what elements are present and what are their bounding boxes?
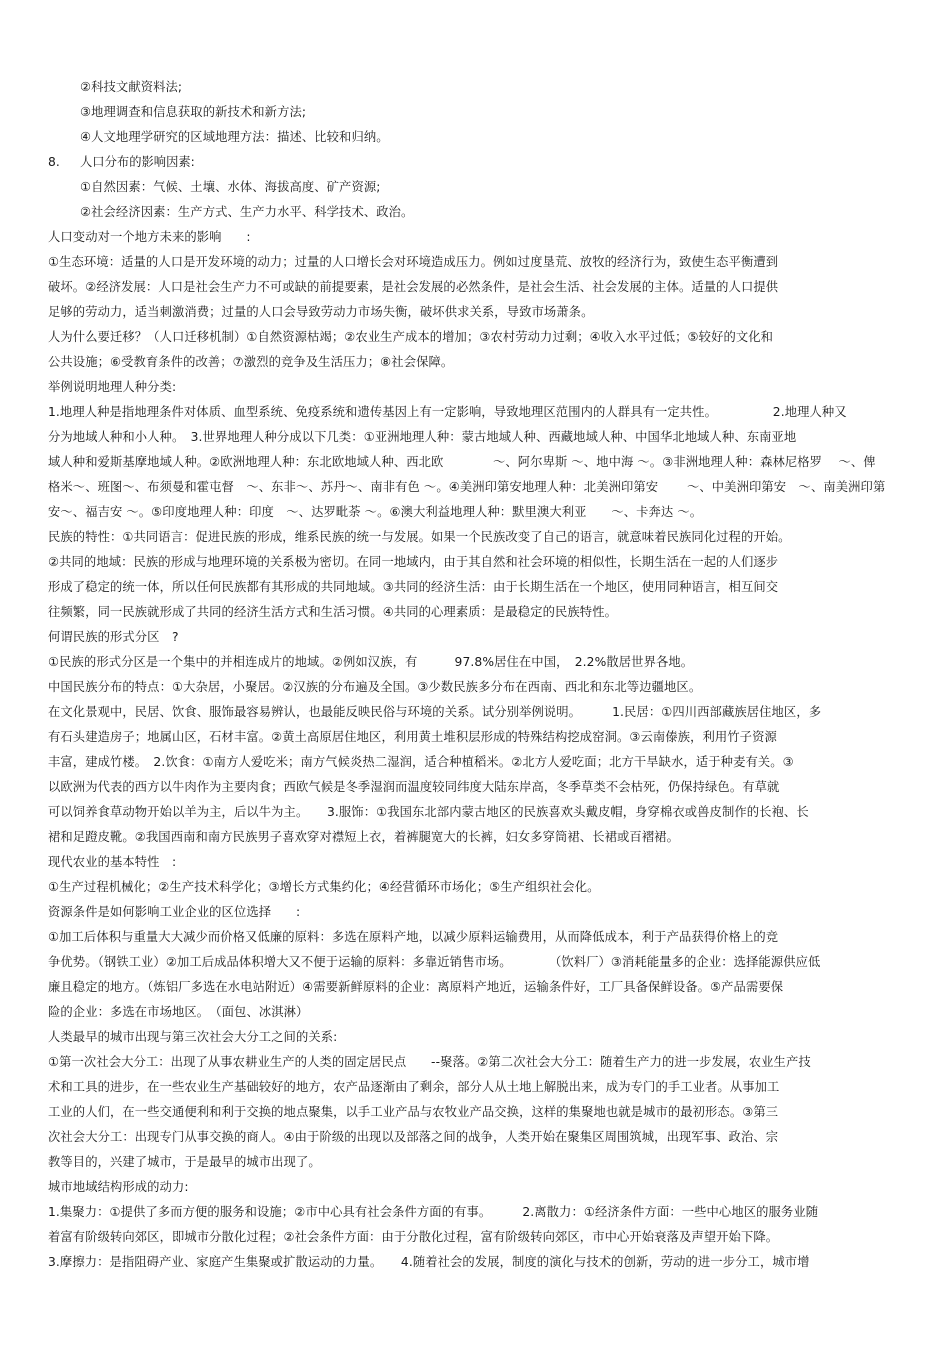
text-line: 术和工具的进步，在一些农业生产基础较好的地方，农产品逐渐由了剩余，部分人从土地上解脱出来，成为专门的手工业者。从事加工 — [48, 1080, 780, 1094]
text-line: 教等目的，兴建了城市，于是最早的城市出现了。 — [48, 1155, 321, 1169]
section-heading: 人口分布的影响因素: — [80, 155, 195, 169]
text-line: 往频繁，同一民族就形成了共同的经济生活方式和生活习惯。④共同的心理素质：是最稳定的民族特性。 — [48, 605, 617, 619]
text-line: 公共设施；⑥受教育条件的改善；⑦激烈的竞争及生活压力；⑧社会保障。 — [48, 355, 454, 369]
text-line: 可以饲养食草动物开始以羊为主，后以牛为主。 3.服饰：①我国东北部内蒙古地区的民族喜欢头戴皮帽，身穿棉衣或兽皮制作的长袍、长 — [48, 805, 809, 819]
text-line: ①加工后体积与重量大大减少而价格又低廉的原料：多选在原料产地，以减少原料运输费用，从而降低成本，利于产品获得价格上的竞 — [48, 930, 779, 944]
text-line: 3.摩擦力：是指阻碍产业、家庭产生集聚或扩散运动的力量。 4.随着社会的发展，制度的演化与技术的创新，劳动的进一步分工，城市增 — [48, 1255, 810, 1269]
text-line: 争优势。（钢铁工业）②加工后成品体积增大又不便于运输的原料：多靠近销售市场。 （饮料厂）③消耗能量多的企业：选择能源供应低 — [48, 955, 821, 969]
text-line: ④人文地理学研究的区域地理方法：描述、比较和归纳。 — [80, 130, 389, 144]
text-line: ①生态环境：适量的人口是开发环境的动力；过量的人口增长会对环境造成压力。例如过度垦荒、放牧的经济行为，致使生态平衡遭到 — [48, 255, 779, 269]
item-number: 8. — [48, 155, 60, 169]
text-line: 工业的人们，在一些交通便利和利于交换的地点聚集，以手工业产品与农牧业产品交换，这样的集聚地也就是城市的最初形态。③第三 — [48, 1105, 779, 1119]
text-line: 着富有阶级转向郊区，即城市分散化过程；②社会条件方面：由于分散化过程，富有阶级转向郊区，市中心开始衰落及声望开始下降。 — [48, 1230, 779, 1244]
section-heading: 人口变动对一个地方未来的影响 : — [48, 230, 251, 244]
text-line: 安～、福吉安 ～。⑤印度地理人种：印度 ～、达罗毗荼 ～。⑥澳大利益地理人种：默里澳大利亚 ～、卡奔达 ～。 — [48, 505, 703, 519]
text-line: ②社会经济因素：生产方式、生产力水平、科学技术、政治。 — [80, 205, 414, 219]
text-line: 在文化景观中，民居、饮食、服饰最容易辨认，也最能反映民俗与环境的关系。试分别举例说明。 1.民居：①四川西部藏族居住地区，多 — [48, 705, 822, 719]
text-line: 有石头建造房子；地属山区，石材丰富。②黄土高原居住地区，利用黄土堆积层形成的特殊结构挖成窑洞。③云南傣族，利用竹子资源 — [48, 730, 777, 744]
text-line: ①民族的形式分区是一个集中的并相连成片的地域。②例如汉族，有 97.8%居住在中国， 2.2%散居世界各地。 — [48, 655, 694, 669]
text-line: 破坏。②经济发展：人口是社会生产力不可或缺的前提要素，是社会发展的必然条件，是社会生活、社会发展的主体。适量的人口提供 — [48, 280, 779, 294]
text-line: 次社会大分工：出现专门从事交换的商人。④由于阶级的出现以及部落之间的战争，人类开始在聚集区周围筑城，出现军事、政治、宗 — [48, 1130, 779, 1144]
text-line: 人为什么要迁移？（人口迁移机制）①自然资源枯竭；②农业生产成本的增加；③农村劳动力过剩；④收入水平过低；⑤较好的文化和 — [48, 330, 774, 344]
text-line: 形成了稳定的统一体，所以任何民族都有其形成的共同地域。③共同的经济生活：由于长期生活在一个地区，使用同种语言，相互间交 — [48, 580, 779, 594]
text-line: ①自然因素：气候、土壤、水体、海拔高度、矿产资源; — [80, 180, 381, 194]
text-line: ③地理调查和信息获取的新技术和新方法; — [80, 105, 307, 119]
text-line: 裙和足蹬皮靴。②我国西南和南方民族男子喜欢穿对襟短上衣，着裤腿宽大的长裤，妇女多穿筒裙、长裙或百褶裙。 — [48, 830, 679, 844]
section-heading: 现代农业的基本特性 : — [48, 855, 177, 869]
text-line: 中国民族分布的特点：①大杂居，小聚居。②汉族的分布遍及全国。③少数民族多分布在西南、西北和东北等边疆地区。 — [48, 680, 702, 694]
text-line: 以欧洲为代表的西方以牛肉作为主要肉食；西欧气候是冬季湿润而温度较同纬度大陆东岸高，冬季草类不会枯死，仍保持绿色。有草就 — [48, 780, 780, 794]
text-line: ①第一次社会大分工：出现了从事农耕业生产的人类的固定居民点 --聚落。②第二次社会大分工：随着生产力的进一步发展，农业生产技 — [48, 1055, 811, 1069]
section-heading: 何谓民族的形式分区 ? — [48, 630, 179, 644]
text-line: ②科技文献资料法; — [80, 80, 183, 94]
text-line: 险的企业：多选在市场地区。 （面包、冰淇淋） — [48, 1005, 309, 1019]
section-heading: 人类最早的城市出现与第三次社会大分工之间的关系: — [48, 1030, 338, 1044]
text-line: 丰富，建成竹楼。 2.饮食：①南方人爱吃米；南方气候炎热二湿润，适合种植稻米。②北方人爱吃面；北方干旱缺水，适于种麦有关。③ — [48, 755, 794, 769]
section-heading: 资源条件是如何影响工业企业的区位选择 : — [48, 905, 301, 919]
section-heading: 举例说明地理人种分类: — [48, 380, 177, 394]
text-line: 廉且稳定的地方。（炼铝厂多选在水电站附近）④需要新鲜原料的企业：离原料产地近，运输条件好，工厂具备保鲜设备。⑤产品需要保 — [48, 980, 784, 994]
section-heading: 城市地域结构形成的动力: — [48, 1180, 189, 1194]
text-line: 域人种和爱斯基摩地域人种。②欧洲地理人种：东北欧地域人种、西北欧 ～、阿尔卑斯 ～、地中海 ～。③非洲地理人种：森林尼格罗 ～、俾 — [48, 455, 876, 469]
text-line: 1.集聚力：①提供了多而方便的服务和设施；②市中心具有社会条件方面的有事。 2.离散力：①经济条件方面：一些中心地区的服务业随 — [48, 1205, 819, 1219]
text-line: 足够的劳动力，适当刺激消费；过量的人口会导致劳动力市场失衡，破坏供求关系，导致市场萧条。 — [48, 305, 594, 319]
text-line: 格米～、班图～、布须曼和霍屯督 ～、东非～、苏丹～、南非有色 ～。④美洲印第安地理人种：北美洲印第安 ～、中美洲印第安 ～、南美洲印第 — [48, 480, 886, 494]
text-line: ②共同的地域：民族的形成与地理环境的关系极为密切。在同一地域内，由于其自然和社会环境的相似性，长期生活在一起的人们逐步 — [48, 555, 779, 569]
text-line: 1.地理人种是指地理条件对体质、血型系统、免疫系统和遗传基因上有一定影响，导致地理区范围内的人群具有一定共性。 2.地理人种又 — [48, 405, 847, 419]
text-line: 分为地域人种和小人种。 3.世界地理人种分成以下几类：①亚洲地理人种：蒙古地域人种、西藏地域人种、中国华北地域人种、东南亚地 — [48, 430, 797, 444]
text-line: 民族的特性：①共同语言：促进民族的形成，维系民族的统一与发展。如果一个民族改变了自己的语言，就意味着民族同化过程的开始。 — [48, 530, 791, 544]
text-line: ①生产过程机械化；②生产技术科学化；③增长方式集约化；④经营循环市场化；⑤生产组织社会化。 — [48, 880, 600, 894]
